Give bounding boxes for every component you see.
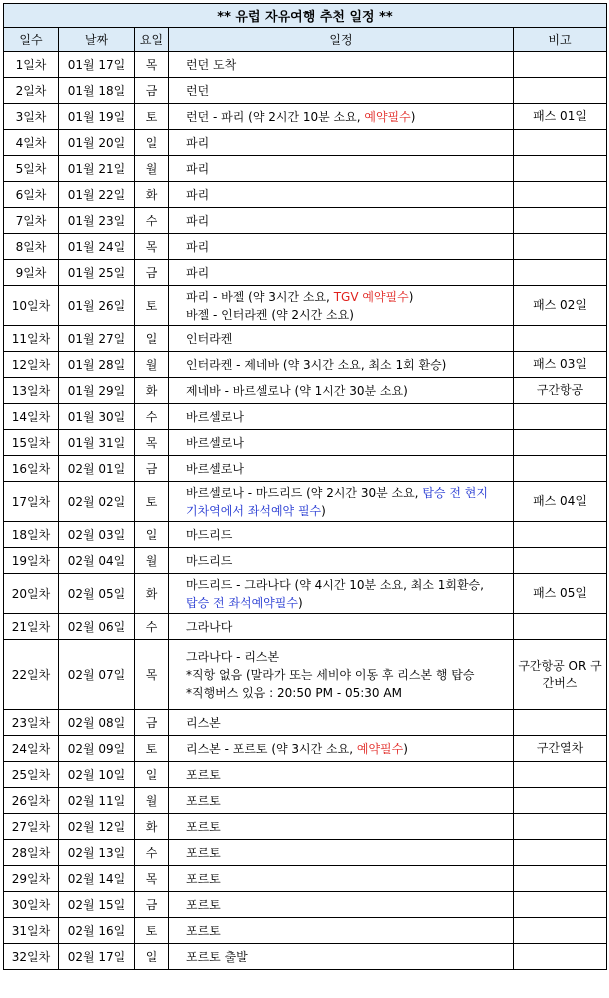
plan-cell <box>169 260 514 286</box>
table-row <box>4 640 607 710</box>
weekday-cell: 월 <box>135 156 169 182</box>
plan-cell <box>169 182 514 208</box>
plan-text: 그라나다 - 리스본 <box>186 649 280 664</box>
title-row <box>4 4 607 28</box>
plan-cell <box>169 840 514 866</box>
weekday-cell: 화 <box>135 182 169 208</box>
plan-cell <box>169 892 514 918</box>
table-row <box>4 840 607 866</box>
plan-line <box>186 484 513 502</box>
table-row <box>4 104 607 130</box>
plan-text: 파리 - 바젤 (약 3시간 소요, <box>186 289 334 304</box>
note-cell <box>514 78 607 104</box>
plan-line <box>186 576 513 594</box>
weekday-cell: 일 <box>135 130 169 156</box>
table-row <box>4 736 607 762</box>
day-cell: 10일차 <box>4 286 59 326</box>
date-cell: 02월 01일 <box>59 456 135 482</box>
weekday-cell: 일 <box>135 326 169 352</box>
plan-text: 런던 도착 <box>186 57 237 72</box>
day-cell: 31일차 <box>4 918 59 944</box>
table-row <box>4 866 607 892</box>
plan-text: 제네바 - 바르셀로나 (약 1시간 30분 소요) <box>186 383 408 398</box>
date-cell: 02월 13일 <box>59 840 135 866</box>
plan-text: 바젤 - 인터라켄 (약 2시간 소요) <box>186 307 354 322</box>
table-row <box>4 710 607 736</box>
weekday-cell: 수 <box>135 404 169 430</box>
plan-line <box>186 238 513 256</box>
weekday-cell: 화 <box>135 574 169 614</box>
plan-cell <box>169 378 514 404</box>
weekday-cell: 금 <box>135 892 169 918</box>
plan-line <box>186 526 513 544</box>
weekday-cell: 목 <box>135 640 169 710</box>
note-cell <box>514 234 607 260</box>
plan-cell <box>169 286 514 326</box>
weekday-cell: 일 <box>135 944 169 970</box>
table-row <box>4 944 607 970</box>
note-cell <box>514 840 607 866</box>
plan-cell <box>169 522 514 548</box>
day-cell: 21일차 <box>4 614 59 640</box>
plan-cell <box>169 208 514 234</box>
table-row <box>4 378 607 404</box>
note-cell: 구간열차 <box>514 736 607 762</box>
date-cell: 02월 08일 <box>59 710 135 736</box>
plan-cell <box>169 736 514 762</box>
plan-cell <box>169 456 514 482</box>
date-cell: 02월 09일 <box>59 736 135 762</box>
note-cell <box>514 710 607 736</box>
note-cell <box>514 156 607 182</box>
note-cell <box>514 52 607 78</box>
date-cell: 02월 17일 <box>59 944 135 970</box>
weekday-cell: 목 <box>135 430 169 456</box>
note-cell: 패스 04일 <box>514 482 607 522</box>
note-cell <box>514 892 607 918</box>
table-row <box>4 326 607 352</box>
date-cell: 02월 12일 <box>59 814 135 840</box>
plan-line <box>186 408 513 426</box>
plan-text: 포르토 <box>186 871 221 886</box>
plan-line <box>186 212 513 230</box>
note-cell <box>514 326 607 352</box>
table-row <box>4 482 607 522</box>
date-cell: 01월 28일 <box>59 352 135 378</box>
plan-line <box>186 330 513 348</box>
day-cell: 25일차 <box>4 762 59 788</box>
weekday-cell: 월 <box>135 788 169 814</box>
header-row <box>4 28 607 52</box>
plan-line <box>186 766 513 784</box>
date-cell: 01월 17일 <box>59 52 135 78</box>
date-cell: 02월 15일 <box>59 892 135 918</box>
weekday-cell: 토 <box>135 286 169 326</box>
date-cell: 01월 29일 <box>59 378 135 404</box>
weekday-cell: 목 <box>135 866 169 892</box>
weekday-cell: 화 <box>135 814 169 840</box>
plan-highlight: 기차역에서 좌석예약 필수 <box>186 503 322 518</box>
plan-line <box>186 648 513 666</box>
note-cell <box>514 130 607 156</box>
plan-line <box>186 844 513 862</box>
date-cell: 01월 18일 <box>59 78 135 104</box>
plan-highlight: TGV 예약필수 <box>333 289 409 304</box>
weekday-cell: 금 <box>135 456 169 482</box>
plan-text: 런던 - 파리 (약 2시간 10분 소요, <box>186 109 365 124</box>
plan-text: 바르셀로나 <box>186 435 244 450</box>
plan-text: 인터라켄 - 제네바 (약 3시간 소요, 최소 1회 환승) <box>186 357 447 372</box>
plan-text: *직행버스 있음 : 20:50 PM - 05:30 AM <box>186 685 402 700</box>
note-cell <box>514 814 607 840</box>
table-row <box>4 456 607 482</box>
date-cell: 01월 24일 <box>59 234 135 260</box>
note-cell <box>514 614 607 640</box>
plan-line <box>186 684 513 702</box>
date-cell: 02월 06일 <box>59 614 135 640</box>
day-cell: 12일차 <box>4 352 59 378</box>
plan-text: 파리 <box>186 135 210 150</box>
plan-line <box>186 502 513 520</box>
weekday-cell: 월 <box>135 352 169 378</box>
table-row <box>4 430 607 456</box>
day-cell: 5일차 <box>4 156 59 182</box>
note-cell: 구간항공 <box>514 378 607 404</box>
table-row <box>4 892 607 918</box>
plan-cell <box>169 78 514 104</box>
note-cell <box>514 762 607 788</box>
header-plan: 일정 <box>169 28 514 52</box>
plan-cell <box>169 404 514 430</box>
plan-text: 포르토 출발 <box>186 949 248 964</box>
weekday-cell: 일 <box>135 522 169 548</box>
date-cell: 01월 22일 <box>59 182 135 208</box>
table-title: ** 유럽 자유여행 추천 일정 ** <box>4 4 607 28</box>
table-row <box>4 522 607 548</box>
date-cell: 01월 27일 <box>59 326 135 352</box>
weekday-cell: 토 <box>135 918 169 944</box>
date-cell: 01월 31일 <box>59 430 135 456</box>
plan-line <box>186 594 513 612</box>
date-cell: 02월 05일 <box>59 574 135 614</box>
plan-line <box>186 56 513 74</box>
day-cell: 3일차 <box>4 104 59 130</box>
note-cell: 패스 01일 <box>514 104 607 130</box>
plan-line <box>186 434 513 452</box>
table-row <box>4 918 607 944</box>
date-cell: 02월 02일 <box>59 482 135 522</box>
date-cell: 01월 19일 <box>59 104 135 130</box>
plan-text: 인터라켄 <box>186 331 233 346</box>
note-cell <box>514 788 607 814</box>
table-row <box>4 788 607 814</box>
day-cell: 11일차 <box>4 326 59 352</box>
plan-line <box>186 382 513 400</box>
date-cell: 01월 25일 <box>59 260 135 286</box>
table-row <box>4 78 607 104</box>
header-date: 날짜 <box>59 28 135 52</box>
table-row <box>4 762 607 788</box>
day-cell: 9일차 <box>4 260 59 286</box>
day-cell: 26일차 <box>4 788 59 814</box>
table-row <box>4 156 607 182</box>
plan-line <box>186 460 513 478</box>
weekday-cell: 토 <box>135 736 169 762</box>
weekday-cell: 수 <box>135 840 169 866</box>
plan-line <box>186 356 513 374</box>
day-cell: 7일차 <box>4 208 59 234</box>
plan-text: 포르토 <box>186 897 221 912</box>
plan-line <box>186 740 513 758</box>
plan-cell <box>169 430 514 456</box>
table-row <box>4 614 607 640</box>
plan-highlight: 예약필수 <box>364 109 411 124</box>
date-cell: 01월 23일 <box>59 208 135 234</box>
plan-text: 포르토 <box>186 923 221 938</box>
day-cell: 4일차 <box>4 130 59 156</box>
plan-text: 파리 <box>186 265 210 280</box>
plan-text: 리스본 <box>186 715 221 730</box>
day-cell: 28일차 <box>4 840 59 866</box>
plan-line <box>186 306 513 324</box>
date-cell: 01월 20일 <box>59 130 135 156</box>
date-cell: 02월 10일 <box>59 762 135 788</box>
day-cell: 17일차 <box>4 482 59 522</box>
note-cell <box>514 944 607 970</box>
day-cell: 32일차 <box>4 944 59 970</box>
day-cell: 18일차 <box>4 522 59 548</box>
plan-line <box>186 714 513 732</box>
plan-text: ) <box>321 503 326 518</box>
table-row <box>4 352 607 378</box>
plan-line <box>186 264 513 282</box>
day-cell: 29일차 <box>4 866 59 892</box>
plan-cell <box>169 548 514 574</box>
day-cell: 22일차 <box>4 640 59 710</box>
plan-line <box>186 818 513 836</box>
note-cell <box>514 918 607 944</box>
note-cell: 구간항공 OR 구간버스 <box>514 640 607 710</box>
plan-text: 런던 <box>186 83 210 98</box>
table-row <box>4 814 607 840</box>
plan-cell <box>169 710 514 736</box>
plan-cell <box>169 866 514 892</box>
day-cell: 13일차 <box>4 378 59 404</box>
plan-text: 마드리드 - 그라나다 (약 4시간 10분 소요, 최소 1회환승, <box>186 577 484 592</box>
day-cell: 20일차 <box>4 574 59 614</box>
plan-text: 파리 <box>186 187 210 202</box>
day-cell: 27일차 <box>4 814 59 840</box>
day-cell: 8일차 <box>4 234 59 260</box>
note-cell <box>514 866 607 892</box>
date-cell: 02월 11일 <box>59 788 135 814</box>
header-day: 일수 <box>4 28 59 52</box>
note-cell <box>514 522 607 548</box>
plan-cell <box>169 52 514 78</box>
note-cell <box>514 182 607 208</box>
note-cell: 패스 02일 <box>514 286 607 326</box>
plan-text: ) <box>408 289 414 304</box>
weekday-cell: 수 <box>135 614 169 640</box>
plan-text: 마드리드 <box>186 553 233 568</box>
plan-text: 그라나다 <box>186 619 233 634</box>
plan-cell <box>169 482 514 522</box>
plan-text: ) <box>410 109 416 124</box>
note-cell: 패스 03일 <box>514 352 607 378</box>
table-row <box>4 260 607 286</box>
day-cell: 15일차 <box>4 430 59 456</box>
plan-line <box>186 288 513 306</box>
date-cell: 01월 26일 <box>59 286 135 326</box>
plan-cell <box>169 918 514 944</box>
table-row <box>4 574 607 614</box>
note-cell <box>514 430 607 456</box>
plan-text: 파리 <box>186 239 210 254</box>
day-cell: 16일차 <box>4 456 59 482</box>
plan-line <box>186 108 513 126</box>
plan-highlight: 탑승 전 좌석예약필수 <box>186 595 298 610</box>
plan-text: 바르셀로나 - 마드리드 (약 2시간 30분 소요, <box>186 485 423 500</box>
plan-line <box>186 948 513 966</box>
table-row <box>4 182 607 208</box>
day-cell: 6일차 <box>4 182 59 208</box>
day-cell: 30일차 <box>4 892 59 918</box>
plan-line <box>186 82 513 100</box>
table-row <box>4 404 607 430</box>
plan-line <box>186 186 513 204</box>
table-row <box>4 208 607 234</box>
weekday-cell: 수 <box>135 208 169 234</box>
plan-cell <box>169 130 514 156</box>
plan-line <box>186 870 513 888</box>
plan-cell <box>169 640 514 710</box>
day-cell: 19일차 <box>4 548 59 574</box>
weekday-cell: 화 <box>135 378 169 404</box>
plan-cell <box>169 156 514 182</box>
plan-highlight: 예약필수 <box>356 741 404 756</box>
plan-text: 포르토 <box>186 793 221 808</box>
plan-cell <box>169 352 514 378</box>
day-cell: 14일차 <box>4 404 59 430</box>
itinerary-table <box>3 3 607 970</box>
note-cell: 패스 05일 <box>514 574 607 614</box>
note-cell <box>514 260 607 286</box>
plan-text: 파리 <box>186 213 210 228</box>
weekday-cell: 토 <box>135 104 169 130</box>
plan-line <box>186 160 513 178</box>
plan-text: *직항 없음 (말라가 또는 세비야 이동 후 리스본 행 탑승 <box>186 667 475 682</box>
plan-line <box>186 618 513 636</box>
plan-text: 포르토 <box>186 845 221 860</box>
header-note: 비고 <box>514 28 607 52</box>
plan-highlight: 탑승 전 현지 <box>422 485 488 500</box>
plan-cell <box>169 944 514 970</box>
weekday-cell: 목 <box>135 234 169 260</box>
weekday-cell: 목 <box>135 52 169 78</box>
date-cell: 02월 16일 <box>59 918 135 944</box>
date-cell: 02월 04일 <box>59 548 135 574</box>
weekday-cell: 토 <box>135 482 169 522</box>
date-cell: 01월 30일 <box>59 404 135 430</box>
plan-cell <box>169 788 514 814</box>
plan-cell <box>169 814 514 840</box>
table-row <box>4 548 607 574</box>
plan-text: 포르토 <box>186 819 221 834</box>
date-cell: 01월 21일 <box>59 156 135 182</box>
weekday-cell: 금 <box>135 710 169 736</box>
note-cell <box>514 548 607 574</box>
plan-cell <box>169 614 514 640</box>
note-cell <box>514 208 607 234</box>
day-cell: 1일차 <box>4 52 59 78</box>
plan-line <box>186 792 513 810</box>
weekday-cell: 금 <box>135 260 169 286</box>
table-row <box>4 286 607 326</box>
plan-cell <box>169 234 514 260</box>
plan-cell <box>169 574 514 614</box>
day-cell: 23일차 <box>4 710 59 736</box>
plan-line <box>186 666 513 684</box>
note-cell <box>514 404 607 430</box>
plan-cell <box>169 326 514 352</box>
plan-text: 마드리드 <box>186 527 233 542</box>
plan-text: 리스본 - 포르토 (약 3시간 소요, <box>186 741 357 756</box>
plan-text: 포르토 <box>186 767 221 782</box>
day-cell: 24일차 <box>4 736 59 762</box>
weekday-cell: 금 <box>135 78 169 104</box>
day-cell: 2일차 <box>4 78 59 104</box>
date-cell: 02월 07일 <box>59 640 135 710</box>
plan-line <box>186 552 513 570</box>
plan-text: ) <box>403 741 408 756</box>
plan-text: 바르셀로나 <box>186 461 244 476</box>
weekday-cell: 일 <box>135 762 169 788</box>
plan-cell <box>169 104 514 130</box>
plan-text: ) <box>297 595 303 610</box>
table-row <box>4 234 607 260</box>
weekday-cell: 월 <box>135 548 169 574</box>
date-cell: 02월 03일 <box>59 522 135 548</box>
plan-line <box>186 922 513 940</box>
plan-cell <box>169 762 514 788</box>
note-cell <box>514 456 607 482</box>
table-row <box>4 130 607 156</box>
header-weekday: 요일 <box>135 28 169 52</box>
plan-text: 파리 <box>186 161 210 176</box>
plan-text: 바르셀로나 <box>186 409 244 424</box>
plan-line <box>186 134 513 152</box>
plan-line <box>186 896 513 914</box>
date-cell: 02월 14일 <box>59 866 135 892</box>
table-row <box>4 52 607 78</box>
